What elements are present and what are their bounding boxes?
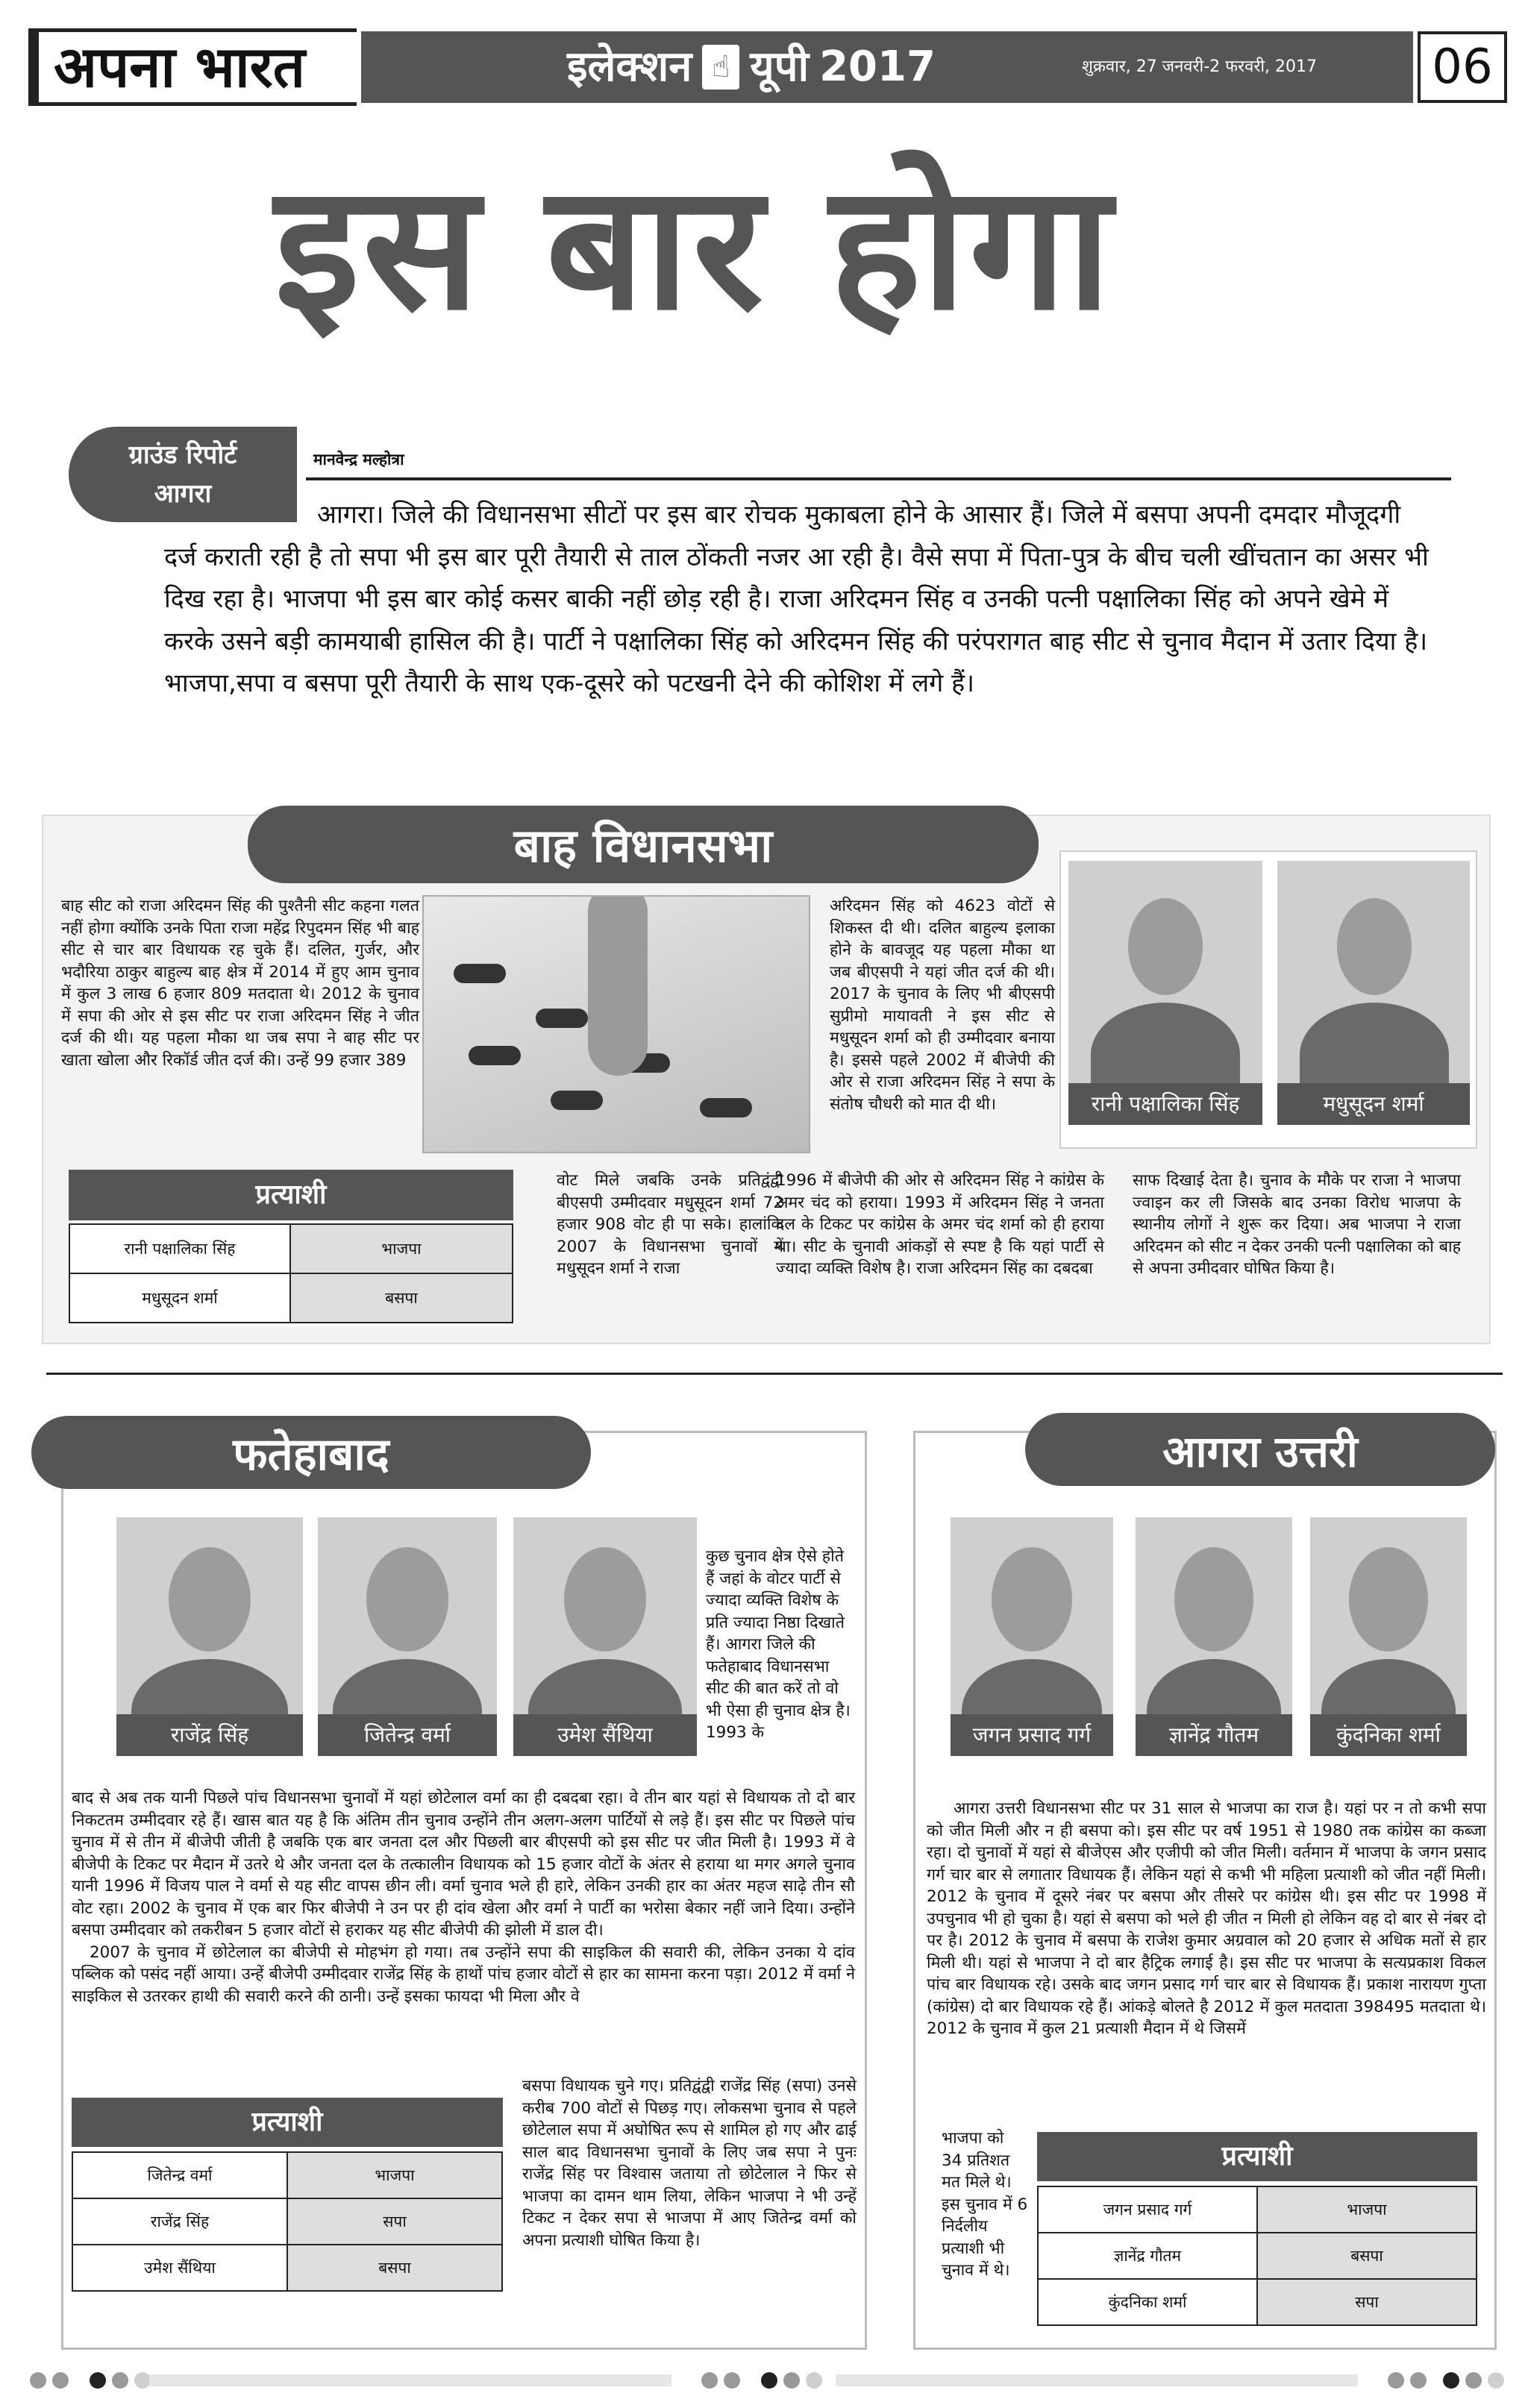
agra-north-candidate-table bbox=[1037, 2132, 1477, 2327]
ground-report-label: ग्राउंड रिपोर्ट bbox=[128, 440, 237, 470]
footer-dots-right bbox=[1388, 2372, 1504, 2389]
footer-rule-left bbox=[149, 2374, 671, 2386]
table-cell-party: सपा bbox=[286, 2198, 503, 2245]
photo-caption: राजेंद्र सिंह bbox=[116, 1714, 303, 1756]
agra-north-photo-1 bbox=[951, 1517, 1113, 1756]
table-cell-name: जितेन्द्र वर्मा bbox=[72, 2151, 288, 2199]
bah-bottom-column-2: 1996 में बीजेपी की ओर से अरिदमन सिंह ने कांग्रेस के अमर चंद को हराया। 1993 में अरिदमन सिंह ने जनता दल के टिकट पर कांग्रेस के अमर चंद शर्मा को ही हराया था। सीट के चुनावी आंकड़ों से स्पष्ट है कि यहां पार्टी से ज्यादा व्यक्ति विशेष है। राजा अरिदमन सिंह का दबदबा bbox=[776, 1171, 1104, 1278]
photo-caption: मधुसूदन शर्मा bbox=[1277, 1083, 1470, 1125]
issue-date: शुक्रवार, 27 जनवरी-2 फरवरी, 2017 bbox=[1082, 57, 1318, 76]
photo-caption: उमेश सैंथिया bbox=[513, 1714, 697, 1756]
fatehabad-section-title: फतेहाबाद bbox=[31, 1416, 591, 1489]
paper-logo: अपना भारत bbox=[28, 28, 357, 106]
bah-candidate-table bbox=[69, 1170, 513, 1326]
table-title: प्रत्याशी bbox=[69, 1170, 513, 1220]
lead-paragraph bbox=[164, 494, 1436, 705]
page-headline: इस बार होगा bbox=[275, 147, 1115, 348]
agra-north-body bbox=[927, 1798, 1486, 2040]
footer-dots-left bbox=[30, 2372, 151, 2389]
lead-text: आगरा। जिले की विधानसभा सीटों पर इस बार रोचक मुकाबला होने के आसार हैं। जिले में बसपा अपनी दमदार मौजूदगी दर्ज कराती रही है तो सपा भी इस बार पूरी तैयारी से ताल ठोंकती नजर आ रही है। वैसे सपा में पिता-पुत्र के बीच चली खींचतान का असर भी दिख रहा है। भाजपा भी इस बार कोई कसर बाकी नहीं छोड़ रही है। राजा अरिदमन सिंह व उनकी पत्नी पक्षालिका सिंह को अपने खेमे में करके उसने बड़ी कामयाबी हासिल की है। पार्टी ने पक्षालिका सिंह को अरिदमन सिंह की परंपरागत बाह सीट से चुनाव मैदान में उतार दिया है। भाजपा,सपा व बसपा पूरी तैयारी के साथ एक-दूसरे को पटखनी देने की कोशिश में लगे हैं। bbox=[164, 500, 1429, 699]
bah-bottom-column-3: साफ दिखाई देता है। चुनाव के मौके पर राजा ने भाजपा ज्वाइन कर ली जिसके बाद उनका विरोध भाजपा के स्थानीय लोगों ने शुरू कर दिया। अब भाजपा ने राजा अरिदमन को सीट न देकर उनकी पत्नी पक्षालिका को बाह से अपना उमीदवार घोषित किया है। bbox=[1133, 1171, 1461, 1278]
agra-north-photo-2 bbox=[1136, 1517, 1292, 1756]
photo-caption: जगन प्रसाद गर्ग bbox=[951, 1714, 1113, 1756]
ballot-finger-icon: ☝ bbox=[702, 45, 739, 90]
table-cell-party: भाजपा bbox=[1256, 2186, 1477, 2233]
bah-bottom-column-1: वोट मिले जबकि उनके प्रतिद्वंद्वी बीएसपी उम्मीदवार मधुसूदन शर्मा 72 हजार 908 वोट ही पा सके। हालांकि 2007 के विधानसभा चुनावों में मधुसूदन शर्मा ने राजा bbox=[557, 1171, 783, 1278]
photo-caption: कुंदनिका शर्मा bbox=[1310, 1714, 1467, 1756]
agra-north-section-title: आगरा उत्तरी bbox=[1025, 1413, 1495, 1486]
fatehabad-side-text: कुछ चुनाव क्षेत्र ऐसे होते हैं जहां के वोटर पार्टी से ज्यादा व्यक्ति विशेष के प्रति ज्यादा निष्ठा दिखाते हैं। आगरा जिले की फतेहाबाद विधानसभा सीट की बात करें तो वो भी ऐसा ही चुनाव क्षेत्र है। 1993 के bbox=[706, 1547, 851, 1742]
candidate-photo bbox=[1277, 861, 1470, 1094]
bah-column-2: अरिदमन सिंह को 4623 वोटों से शिकस्त दी थी। दलित बाहुल्य इलाका होने के बावजूद यह पहला मौका था जब बीएसपी ने यहां जीत दर्ज की थी। 2017 के चुनाव के लिए भी बीएसपी सुप्रीमो मायावती ने इस सीट से मधुसूदन शर्मा को ही उम्मीदवार बनाया है। इससे पहले 2002 में बीजेपी की ओर से राजा अरिदमन सिंह ने सपा के संतोष चौधरी को मात दी थी। bbox=[830, 897, 1055, 1114]
fatehabad-right-text: बसपा विधायक चुने गए। प्रतिद्वंद्वी राजेंद्र सिंह (सपा) उनसे करीब 700 वोटों से पिछड़ गए। लोकसभा चुनाव से पहले छोटेलाल सपा में अघोषित रूप से शामिल हो गए और ढाई साल बाद विधानसभा चुनावों के लिए जब सपा ने पुनः राजेंद्र सिंह पर विश्वास जताया तो छोटेलाल ने फिर से भाजपा का दामन थाम लिया, लेकिन भाजपा ने भी उन्हें टिकट न देकर सपा से भाजपा में आए जितेन्द्र वर्मा को अपना प्रत्याशी घोषित किया है। bbox=[522, 2077, 857, 2250]
table-cell-name: राजेंद्र सिंह bbox=[72, 2198, 288, 2245]
byline: मानवेन्द्र मल्होत्रा bbox=[313, 451, 404, 468]
footer-dots-center bbox=[701, 2372, 822, 2389]
bah-section-title: बाह विधानसभा bbox=[248, 806, 1039, 883]
agra-north-paragraph: आगरा उत्तरी विधानसभा सीट पर 31 साल से भाजपा का राज है। यहां पर न तो कभी सपा को जीत मिली और न ही बसपा को। इस सीट पर वर्ष 1951 से 1980 तक कांग्रेस का कब्जा रहा। दो चुनावों में यहां से बीजेएस और एजीपी को जीत मिली। वर्तमान में भाजपा के जगन प्रसाद गर्ग चार बार से लगातार विधायक हैं। लेकिन यहां से कभी भी महिला प्रत्याशी को जीत नहीं मिली। 2012 के चुनाव में दूसरे नंबर पर बसपा और तीसरे पर कांग्रेस थी। इस सीट पर 1998 में उपचुनाव भी हो चुका है। यहां से बसपा को भले ही जीत न मिली हो लेकिन वह दो बार से नंबर दो पर है। 2012 के चुनाव में बसपा के राजेश कुमार अग्रवाल को 20 हजार से अधिक मतों से हार मिली थी। यहां से भाजपा ने दो बार हैट्रिक लगाई है। इस सीट पर भाजपा के सत्यप्रकाश विकल पांच बार विधायक रहे। उसके बाद जगन प्रसाद गर्ग चार बार से विधायक हैं। प्रकाश नारायण गुप्ता (कांग्रेस) दो बार विधायक रहे हैं। आंकड़े बोलते है 2012 में कुल मतदाता 398495 मतदाता थे। 2012 के चुनाव में कुल 21 प्रत्याशी मैदान में थे जिसमें bbox=[927, 1799, 1486, 2038]
section-region: यूपी bbox=[750, 43, 810, 91]
table-cell-name: ज्ञानेंद्र गौतम bbox=[1037, 2232, 1258, 2280]
fatehabad-photo-3 bbox=[513, 1517, 697, 1756]
fatehabad-paragraph-1: बाद से अब तक यानी पिछले पांच विधानसभा चुनावों में यहां छोटेलाल वर्मा का ही दबदबा रहा। वे तीन बार यहां से विधायक तो दो बार निकटतम उम्मीदवार रहे हैं। खास बात यह है कि अंतिम तीन चुनाव उन्होंने तीन अलग-अलग पार्टियों से लड़े हैं। इस सीट पर पिछले पांच चुनाव में से तीन में बीजेपी जीती है जबकि एक बार जनता दल और पिछली बार बीएसपी को इस सीट पर जीत मिली है। 1993 में वे बीजेपी के टिकट पर मैदान में उतरे थे और जनता दल के तत्कालीन विधायक को 15 हजार वोटों के अंतर से हराया था मगर अगले चुनाव यानी 1996 में विजय पाल ने वर्मा से यह सीट वापस छीन ली। वर्मा चुनाव भले ही हारे, लेकिन उनकी हार का अंतर महज साढ़े तीन सौ वोट रहा। 2002 के चुनाव में एक बार फिर बीजेपी ने उन पर ही दांव खेला और वर्मा ने पार्टी का भरोसा बेकार नहीं जाने दिया। उन्होंने बसपा उम्मीदवार को तकरीबन 5 हजार वोटों से हराकर यह सीट बीजेपी की झोली में डाल दी। bbox=[72, 1789, 855, 1940]
agra-north-narrow-text: भाजपा को 34 प्रतिशत मत मिले थे। इस चुनाव में 6 निर्दलीय प्रत्याशी भी चुनाव में थे। bbox=[942, 2129, 1028, 2280]
table-cell-party: भाजपा bbox=[286, 2151, 503, 2199]
table-cell-party: सपा bbox=[1256, 2278, 1477, 2326]
photo-caption: रानी पक्षालिका सिंह bbox=[1068, 1083, 1262, 1125]
fatehabad-body bbox=[72, 1787, 855, 2007]
section-year: 2017 bbox=[819, 43, 936, 91]
bah-column-1: बाह सीट को राजा अरिदमन सिंह की पुश्तैनी सीट कहना गलत नहीं होगा क्योंकि उनके पिता राजा महेंद्र रिपुदमन सिंह भी बाह सीट से चार बार विधायक रह चुके हैं। दलित, गुर्जर, और भदौरिया ठाकुर बाहुल्य बाह क्षेत्र में 2014 में हुए आम चुनाव में कुल 3 लाख 6 हजार 809 मतदाता थे। 2012 के चुनाव में सपा की ओर से इस सीट पर राजा अरिदमन सिंह ने जीत दर्ज की थी। यह पहला मौका था जब सपा ने बाह सीट पर खाता खोला और रिकॉर्ड जीत दर्ज की। उन्हें 99 हजार 389 bbox=[61, 897, 419, 1070]
page-number: 06 bbox=[1418, 31, 1507, 103]
table-cell-name: रानी पक्षालिका सिंह bbox=[69, 1223, 291, 1274]
section-label: इलेक्शन bbox=[567, 43, 692, 91]
fatehabad-photo-1 bbox=[116, 1517, 303, 1756]
ground-report-city: आगरा bbox=[154, 479, 212, 509]
table-cell-name: मधुसूदन शर्मा bbox=[69, 1273, 291, 1323]
table-cell-party: बसपा bbox=[289, 1273, 513, 1323]
photo-caption: ज्ञानेंद्र गौतम bbox=[1136, 1714, 1292, 1756]
section-divider bbox=[46, 1373, 1503, 1375]
table-title: प्रत्याशी bbox=[1037, 2132, 1477, 2181]
table-cell-party: बसपा bbox=[286, 2244, 503, 2292]
byline-rule bbox=[306, 477, 1451, 480]
agra-north-photo-3 bbox=[1310, 1517, 1467, 1756]
footer-rule-right bbox=[836, 2374, 1358, 2386]
candidate-photo bbox=[1068, 861, 1262, 1094]
evm-voting-photo bbox=[422, 895, 810, 1153]
table-cell-party: बसपा bbox=[1256, 2232, 1477, 2280]
table-cell-party: भाजपा bbox=[289, 1223, 513, 1274]
fatehabad-paragraph-2: 2007 के चुनाव में छोटेलाल का बीजेपी से मोहभंग हो गया। तब उन्होंने सपा की साइकिल की सवारी की, लेकिन उनका ये दांव पब्लिक को पसंद नहीं आया। उन्हें बीजेपी उम्मीदवार राजेंद्र सिंह के हाथों पांच हजार वोटों से हार का सामना करना पड़ा। 2012 में वर्मा ने साइकिल से उतरकर हाथी की सवारी करने की ठानी। उन्हें इसका फायदा भी मिला और वे bbox=[72, 1943, 855, 2006]
section-title bbox=[567, 36, 936, 98]
fatehabad-candidate-table bbox=[72, 2098, 503, 2293]
bah-candidate-photos bbox=[1059, 850, 1477, 1149]
fatehabad-photo-2 bbox=[318, 1517, 497, 1756]
table-cell-name: उमेश सैंथिया bbox=[72, 2244, 288, 2292]
table-title: प्रत्याशी bbox=[72, 2098, 503, 2147]
table-cell-name: जगन प्रसाद गर्ग bbox=[1037, 2186, 1258, 2233]
table-cell-name: कुंदनिका शर्मा bbox=[1037, 2278, 1258, 2326]
photo-caption: जितेन्द्र वर्मा bbox=[318, 1714, 497, 1756]
